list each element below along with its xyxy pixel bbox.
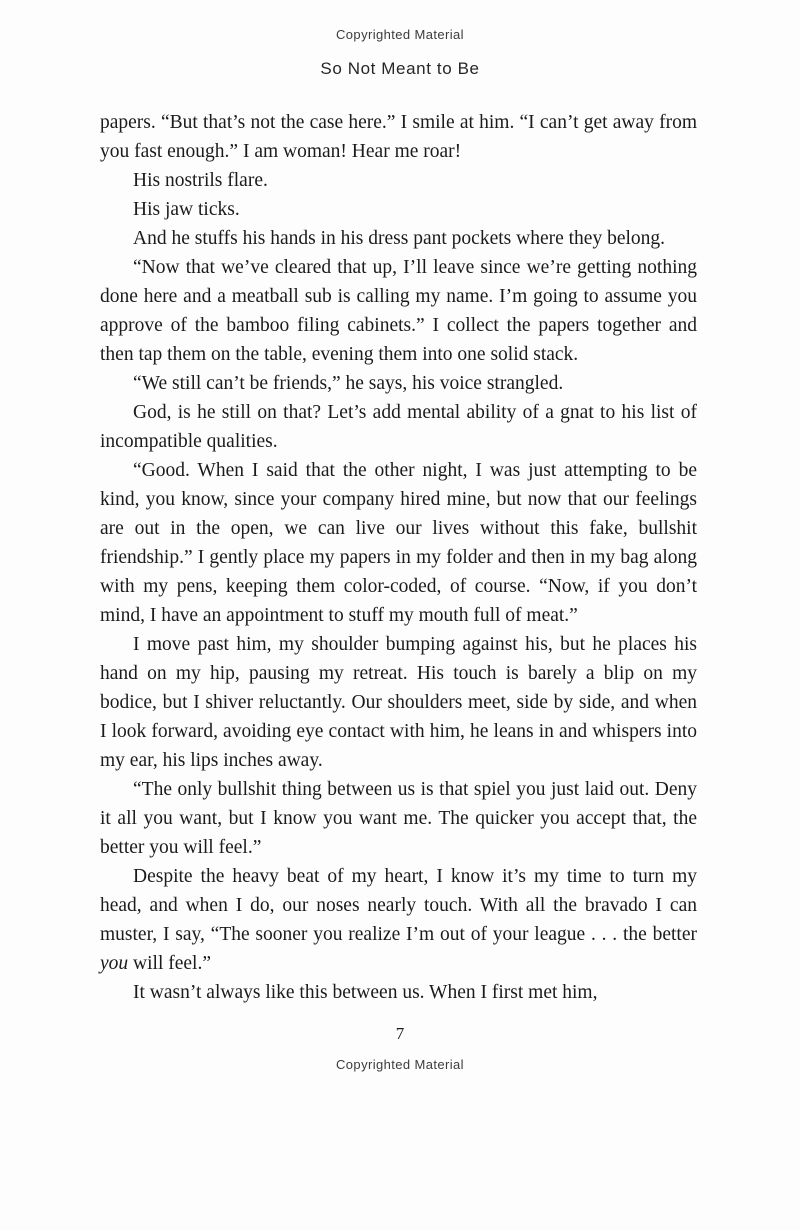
body-paragraph-text: will feel.” bbox=[128, 953, 211, 974]
body-paragraph: His nostrils flare. bbox=[133, 170, 268, 191]
body-paragraph-emphasis: you bbox=[100, 953, 129, 974]
body-paragraph: God, is he still on that? Let’s add mental ability of a gnat to his list of incompatible qualities. bbox=[100, 402, 697, 452]
body-paragraph: “Now that we’ve cleared that up, I’ll leave since we’re getting nothing done here and a meatball sub is calling my name. I’m going to assume you approve of the bamboo filing cabinets.” I collect the papers together and then tap them on the table, evening them into one solid stack. bbox=[100, 257, 697, 365]
body-paragraph-text: Despite the heavy beat of my heart, I know it’s my time to turn my head, and when I do, our noses nearly touch. With all the bravado I can muster, I say, “The sooner you realize I’m out of your league . . . the better bbox=[100, 866, 697, 945]
body-paragraph: “Good. When I said that the other night, I was just attempting to be kind, you know, since your company hired mine, but now that our feelings are out in the open, we can live our lives without this fake, bullshit friendship.” I gently place my papers in my folder and then in my bag along with my pens, keeping them color-coded, of course. “Now, if you don’t mind, I have an appointment to stuff my mouth full of meat.” bbox=[100, 460, 697, 626]
body-paragraph: His jaw ticks. bbox=[133, 199, 240, 220]
body-paragraph: papers. “But that’s not the case here.” I smile at him. “I can’t get away from you fast enough.” I am woman! Hear me roar! bbox=[100, 112, 697, 162]
body-paragraph: “We still can’t be friends,” he says, his voice strangled. bbox=[133, 373, 564, 394]
body-paragraph: “The only bullshit thing between us is that spiel you just laid out. Deny it all you want, but I know you want me. The quicker you accept that, the better you will feel.” bbox=[100, 779, 697, 858]
body-paragraph: And he stuffs his hands in his dress pant pockets where they belong. bbox=[133, 228, 666, 249]
body-paragraph: It wasn’t always like this between us. When I first met him, bbox=[133, 982, 598, 1003]
copyright-notice-top: Copyrighted Material bbox=[336, 27, 464, 42]
running-header-book-title: So Not Meant to Be bbox=[320, 59, 480, 78]
body-paragraph bbox=[100, 862, 697, 978]
body-paragraph: I move past him, my shoulder bumping against his, but he places his hand on my hip, pausing my retreat. His touch is barely a blip on my bodice, but I shiver reluctantly. Our shoulders meet, side by side, and when I look forward, avoiding eye contact with him, he leans in and whispers into my ear, his lips inches away. bbox=[100, 634, 697, 771]
copyright-notice-bottom: Copyrighted Material bbox=[336, 1057, 464, 1072]
page-number: 7 bbox=[395, 1024, 405, 1043]
body-text-block bbox=[100, 108, 697, 1007]
